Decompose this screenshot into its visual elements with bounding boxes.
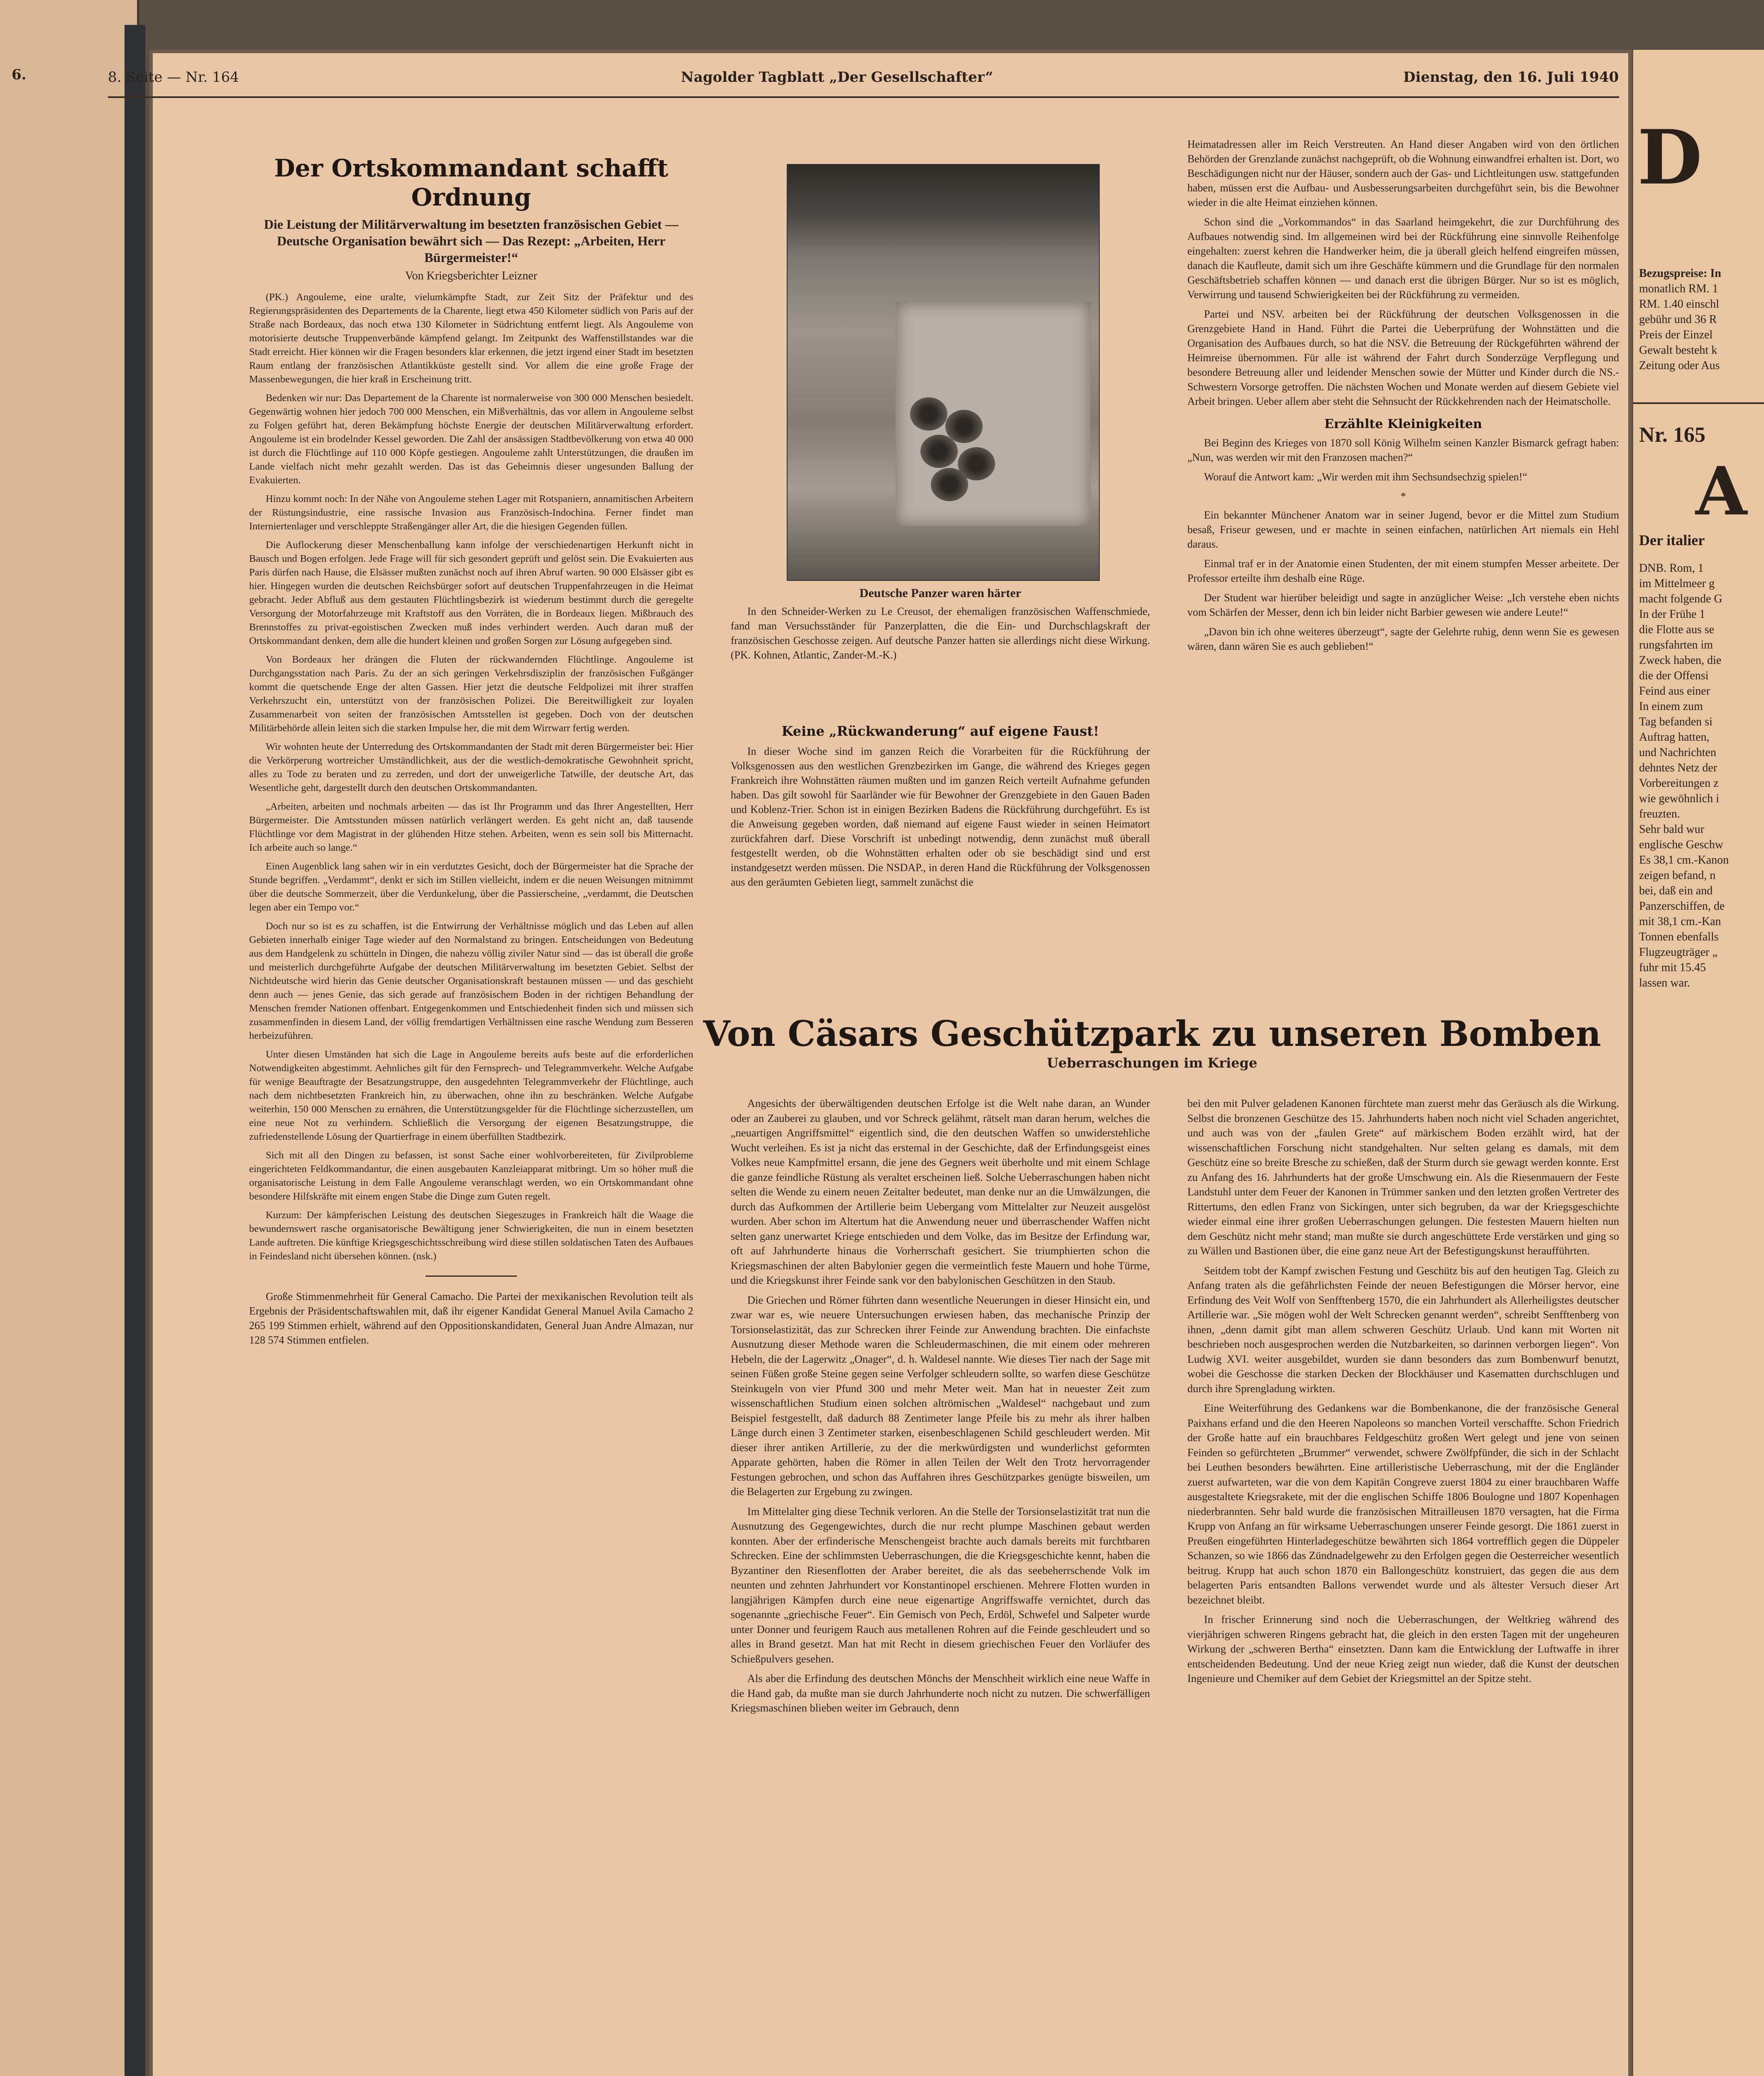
paragraph: In dieser Woche sind im ganzen Reich die Vorarbeiten für die Rückführung der Volksgenossen aus den westlichen Grenzbezirken im Gange, die während des Krieges gegen Frankreich ihre Wohnstätten räumen mußten und im ganzen Reich verteilt Aufnahme gefunden haben. Das gilt sowohl für Saarländer wie für Bewohner der Grenzgebiete in den Gauen Baden und Koblenz-Trier. Schon ist in einigen Bezirken Badens die Rückführung durchgeführt. Es ist die Anweisung gegeben worden, daß niemand auf eigene Faust wieder in seinen Heimatort zurückfahren darf. Diese Vorschrift ist unbedingt notwendig, denn zunächst muß überall festgestellt werden, ob die Wohnstätten erhalten oder ob sie beschädigt sind und erst instandgesetzt werden müssen. Die NSDAP., in deren Hand die Rückführung der Volksgenossen aus den geräumten Gebieten liegt, sammelt zunächst die [731, 745, 1150, 888]
paragraph: Der Student war hierüber beleidigt und sagte in anzüglicher Weise: „Ich verstehe eben nichts vom Schärfen der Messer, denn ich bin leider nicht Barbier gewesen wie andere Leute!“ [1187, 592, 1619, 618]
impact-hole [931, 468, 968, 501]
subhead-ortskommandant: Die Leistung der Militärverwaltung im besetzten französischen Gebiet — Deutsche Organisation bewährt sich — Das Rezept: „Arbeiten, Herr Bürgermeister!“ [264, 217, 679, 265]
price-line: monatlich RM. 1 [1639, 282, 1718, 295]
paragraph: Heimatadressen aller im Reich Verstreuten. An Hand dieser Angaben wird von den örtlichen Behörden der Grenzlande zunächst nachgeprüft, ob die Wohnung einwandfrei erhalten ist. Dort, wo Beschädigungen nicht nur der Häuser, sondern auch der Gas- und Lichtleitungen usw. stattgefunden haben, müssen erst die Aufbau- und Ausbesserungsarbeiten durchgeführt sein, bis die Bewohner wieder in die alte Heimat einziehen können. [1187, 138, 1619, 208]
paragraph: „Davon bin ich ohne weiteres überzeugt“, sagte der Gelehrte ruhig, denn wenn Sie es gewesen wären, dann wären Sie es auch geblieben!“ [1187, 626, 1619, 652]
text-line: Auftrag hatten, [1639, 731, 1710, 744]
photo-panzerplatten [787, 164, 1100, 581]
paragraph: Einmal traf er in der Anatomie einen Studenten, der mit einem stumpfen Messer arbeitete. Der Professor erteilte ihm deshalb eine Rüge. [1187, 558, 1619, 584]
paragraph: Bedenken wir nur: Das Departement de la Charente ist normalerweise von 300 000 Menschen besiedelt. Gegenwärtig wohnen hier jedoch 700 000 Menschen, ein Mißverhältnis, das vor allem in Angouleme selbst zu Folgen geführt hat, deren Bekämpfung höchste Energie der deutschen Militärverwaltung erfordert. Angouleme ist ein brodelnder Kessel geworden. Die Zahl der ansässigen Stadtbevölkerung von etwa 40 000 ist durch die Flüchtlinge auf 110 000 Köpfe gestiegen. Angouleme zahlt Unterstützungen, die draußen im Lande vielfach nicht mehr gezahlt werden. Das ist das Geheimnis dieser ungesunden Ballung der Evakuierten. [249, 392, 693, 486]
headline-fragment: A [1695, 452, 1747, 530]
issue-number: Nr. 165 [1633, 402, 1764, 450]
text-line: zeigen befand, n [1639, 869, 1716, 882]
right-page-edge [1632, 50, 1764, 2076]
photo-title: Deutsche Panzer waren härter [859, 586, 1021, 600]
text-line: Vorbereitungen z [1639, 777, 1719, 790]
paragraph: Angesichts der überwältigenden deutschen Erfolge ist die Welt nahe daran, an Wunder oder an Zauberei zu glauben, und vor Schreck gelähmt, rätselt man daran herum, welches die „neuartigen Angriffsmittel“ eigentlich sind, die den deutschen Waffen so unwiderstehliche Wucht verleihen. Es ist ja nicht das erstemal in der Geschichte, daß der Erfindungsgeist eines Volkes neue Kampfmittel ersann, die jene des Gegners weit überholte und mit einem Schlage die ganze feindliche Rüstung als veraltet erscheinen ließ. Solche Ueberraschungen haben nicht selten die Wende zu einem neuen Zeitalter bedeutet, man denke nur an die Umwälzungen, die durch das Aufkommen der Artillerie beim Uebergang vom Mittelalter zur Neuzeit ausgelöst wurden. Aber schon im Altertum hat die Anwendung neuer und überraschender Waffen nicht selten ganz unerwartet Kriege entschieden und dem Volke, das im Besitze der Erfindung war, oft auf Jahrhunderte hinaus die Vorherrschaft gesichert. Sie triumphierten schon die Kriegsmaschinen der alten Babylonier gegen die vermeintlich feste Mauern und hohe Türme, und die Kriegskunst ihrer Feinde sank vor den babylonischen Geschützen in den Staub. [731, 1097, 1150, 1286]
price-line: Preis der Einzel [1639, 328, 1713, 341]
price-line: Zeitung oder Aus [1639, 359, 1720, 372]
divider [426, 1275, 517, 1277]
paragraph: Von Bordeaux her drängen die Fluten der rückwandernden Flüchtlinge. Angouleme ist Durchgangsstation nach Paris. Zu der an sich geringen Verkehrsdisziplin der französischen Fußgänger kommt die quetschende Enge der alten Gassen. Hier jetzt die deutsche Feldpolizei mit ihrer straffen Verkehrszucht ein, unterstützt von der französischen Polizei. Die Bereitwilligkeit zur loyalen Zusammenarbeit von seiten der französischen Amtsstellen ist gegeben. Doch von der deutschen Militärbehörde allein leiten sich die starken Impulse her, die mit dem Wirrwarr fertig werden. [249, 654, 693, 734]
headline-rueckwanderung: Keine „Rückwanderung“ auf eigene Faust! [781, 723, 1099, 739]
impact-hole [910, 397, 947, 431]
left-page-edge [0, 0, 139, 2076]
photo-caption-block [731, 585, 1150, 667]
paragraph: Kurzum: Der kämpferischen Leistung des deutschen Siegeszuges in Frankreich hält die Waage die bewundernswert rasche organisatorische Bewältigung jener Schwierigkeiten, die nun in einem besetzten Lande auftreten. Die künftige Kriegsgeschichtsschreibung wird diese stillen soldatischen Taten des Aufbaues in Feindesland nicht übersehen können. (nsk.) [249, 1209, 693, 1262]
paragraph: Die Auflockerung dieser Menschenballung kann infolge der verschiedenartigen Herkunft nicht in Bausch und Bogen erfolgen. Jede Frage will für sich gesondert geprüft und gelöst sein. Die Evakuierten aus Paris dürfen nach Hause, die Elsässer mußten zunächst noch auf ihren Abruf warten. 90 000 Elsässer gibt es hier. Hingegen wurden die deutschen Reichsbürger sofort auf deutschen Truppenfahrzeugen in die Heimat gebracht. Jeder Abfluß aus dem gestauten Flüchtlingsbezirk ist wiederum bestimmt durch die geregelte Versorgung der Motorfahrzeuge mit Kraftstoff aus den Vorräten, die in Bordeaux liegen. Mißbrauch des Brennstoffes zu privat-egoistischen Zwecken muß indes verhindert werden. Auch daran muß der Ortskommandant denken, dem alle die hundert kleinen und großen Sorgen zur Lösung aufgegeben sind. [249, 539, 693, 646]
text-line: bei, daß ein and [1639, 884, 1713, 897]
paragraph: Als aber die Erfindung des deutschen Mönchs der Menschheit wirklich eine neue Waffe in die Hand gab, da mußte man sie durch Jahrhunderte noch nicht zu nutzen. Die schwerfälligen Kriegsmaschinen blieben weiter im Gebrauch, denn [731, 1672, 1150, 1714]
binding-strip [125, 25, 145, 2076]
paragraph: bei den mit Pulver geladenen Kanonen fürchtete man zuerst mehr das Geräusch als die Wirkung. Selbst die bronzenen Geschütze des 15. Jahrhunderts haben noch nicht viel Schaden angerichtet, und auch was von der „faulen Grete“ auf märkischem Boden erzählt wird, hat der wissenschaftlichen Forschung nicht standgehalten. Nur selten gelang es damals, mit dem Geschütz eine so breite Bresche zu schießen, daß der Sturm durch sie gewagt werden konnte. Erst zu Anfang des 16. Jahrhunderts hat der große Umschwung ein. Als die Riesenmauern der Feste Landstuhl unter dem Feuer der Kanonen in Trümmer sanken und den letzten großen Vertreter des Rittertums, den edlen Franz von Sickingen, unter sich begruben, da war der Kriegsgeschichte wieder einmal eine ihrer großen Ueberraschungen gelungen. Die festesten Mauern hielten nun dem Geschütz nicht mehr stand; man mußte sie durch angeschüttete Erde verstärken und ging so zu Wällen und Bastionen über, die eine ganz neue Art der Befestigungskunst heraufführten. [1187, 1097, 1619, 1257]
article-rueckwanderung-continued: Heimatadressen aller im Reich Verstreuten. An Hand dieser Angaben wird von den örtlichen Behörden der Grenzlande zunächst nachgeprüft, ob die Wohnung einwandfrei erhalten ist. Dort, wo Beschädigungen nicht nur der Häuser, sondern auch der Gas- und Lichtleitungen usw. stattgefunden haben, müssen erst die Aufbau- und Ausbesserungsarbeiten durchgeführt sein, bis die Bewohner wieder in die alte Heimat einziehen können. Schon sind die „Vorkommandos“ in das Saarland heimgekehrt, die zur Durchführung des Aufbaues notwendig sind. Im allgemeinen wird bei der Rückführung eine sinnvolle Reihenfolge eingehalten: zuerst kehren die Handwerker heim, die ja überall gleich helfend eingreifen müssen, danach die Kaufleute, damit sich um ihre Geschäfte kümmern und die Grundlage für den normalen Geschäftsbetrieb schaffen können — und danach erst die übrigen Bürger. Nur so ist es möglich, Verwirrung und tausend Schwierigkeiten bei der Rückführung zu vermeiden. Partei und NSV. arbeiten bei der Rückführung der deutschen Volksgenossen in die Grenzgebiete Hand in Hand. Führt die Partei die Ueberprüfung der Wohnstätten und die Organisation des Aufbaues durch, so hat die NSV. die Betreuung der Rückgeführten während der Heimreise übernommen. Für alle ist während der Fahrt durch Sonderzüge Verpflegung und besondere Betreuung aller und leidender Menschen sowie der Mütter und Kinder durch die NS.-Schwestern Vorsorge getroffen. Die nächsten Wochen und Monate werden auf diesem Gebiete viel Arbeit bringen. Ueber allem aber steht die Sehnsucht der Rückkehrenden nach der Heimatscholle. Erzählte Kleinigkeiten Bei Beginn des Krieges von 1870 soll König Wilhelm seinen Kanzler Bismarck gefragt haben: „Nun, was werden wir mit den Franzosen machen?“ Worauf die Antwort kam: „Wir werden mit ihm Sechsundsechzig spielen!“ * Ein bekannter Münchener Anatom war in seiner Jugend, bevor er die Mittel zum Studium besaß, Friseur gewesen, und er machte in seinen einfachen, natürlichen Art niemals ein Hehl daraus. Einmal traf er in der Anatomie einen Studenten, der mit einem stumpfen Messer arbeitete. Der Professor erteilte ihm deshalb eine Rüge. Der Student war hierüber beleidigt und sagte in anzüglicher Weise: „Ich verstehe eben nichts vom Schärfen der Messer, denn ich bin leider nicht Barbier gewesen wie andere Leute!“ „Davon bin ich ohne weiteres überzeugt“, sagte der Gelehrte ruhig, denn wenn Sie es gewesen wären, dann wären Sie es auch geblieben!“ [1187, 137, 1619, 659]
paragraph: Doch nur so ist es zu schaffen, ist die Entwirrung der Verhältnisse möglich und das Leben auf allen Gebieten innerhalb einiger Tage wieder auf den Normalstand zu bringen. Entscheidungen von Bedeutung aus dem Handgelenk zu schütteln in Dingen, die nahezu völlig ziviler Natur sind — das ist überall die große und meisterlich durchgeführte Aufgabe der deutschen Militärverwaltung im besetzten Gebiet. Selbst der Nichtdeutsche wird hierin das Genie deutscher Organisationskraft bestaunen müssen — und das geschieht denn auch — jenes Genie, das sich gerade auf französischem Boden in der richtigen Behandlung der Menschen fremder Nationen offenbart. Entgegenkommen und Entschiedenheit finden sich und müssen sich zusammenfinden in diesem Land, der völlig fremdartigen Verhältnissen eine rasche Wendung zum Besseren herbeizuführen. [249, 920, 693, 1041]
price-line: Gewalt besteht k [1639, 344, 1718, 357]
paragraph: Bei Beginn des Krieges von 1870 soll König Wilhelm seinen Kanzler Bismarck gefragt haben: „Nun, was werden wir mit den Franzosen machen?“ [1187, 437, 1619, 463]
page-header [108, 62, 1623, 95]
text-line: die der Offensi [1639, 669, 1709, 682]
issue-date: Dienstag, den 16. Juli 1940 [1403, 69, 1619, 86]
paragraph: Einen Augenblick lang sahen wir in ein verdutztes Gesicht, doch der Bürgermeister hat die Sprache der Stunde begriffen. „Verdammt“, denkt er sich im Stillen vielleicht, indem er die neuen Weisungen mitnimmt über die deutsche Sommerzeit, über die Verdunkelung, über die Passierscheine, „verdammt, die Deutschen legen aber ein Tempo vor.“ [249, 861, 693, 913]
price-label: Bezugspreise: In [1639, 267, 1721, 280]
text-line: Sehr bald wur [1639, 823, 1705, 836]
text-line: DNB. Rom, 1 [1639, 562, 1704, 575]
text-line: dehntes Netz der [1639, 761, 1718, 774]
text-line: wie gewöhnlich i [1639, 792, 1719, 805]
subhead-caesar: Ueberraschungen im Kriege [1047, 1055, 1258, 1071]
article-caesar-header [685, 1013, 1619, 1071]
headline-ortskommandant: Der Ortskommandant schafft Ordnung [274, 154, 668, 211]
text-line: die Flotte aus se [1639, 623, 1715, 636]
paragraph: Unter diesen Umständen hat sich die Lage in Angouleme bereits aufs beste auf die erforderlichen Notwendigkeiten abgestimmt. Aehnliches gilt für den Fernsprech- und Telegrammverkehr. Welche Aufgabe für wenige Beauftragte der Besatzungstruppe, den ausgedehnten Telegrammverkehr der Flüchtlinge, auch nach dem nichtbesetzten Frankreich hin, zu überwachen, ohne ihn zu beschränken. Welche Aufgabe weiterhin, 150 000 Menschen zu ernähren, die Unterstützungsgelder für die Flüchtlinge sicherzustellen, um eine neue Not zu verhindern. Schließlich die Versorgung der eigenen Besatzungstruppe, die zufriedenstellende Lösung der Quartierfrage in einem überfüllten Stadtbezirk. [249, 1049, 693, 1142]
headline-kleinigkeiten: Erzählte Kleinigkeiten [1324, 417, 1482, 431]
paragraph: Worauf die Antwort kam: „Wir werden mit ihm Sechsundsechzig spielen!“ [1204, 471, 1527, 483]
paragraph: Schon sind die „Vorkommandos“ in das Saarland heimgekehrt, die zur Durchführung des Aufbaues notwendig sind. Im allgemeinen wird bei der Rückführung eine sinnvolle Reihenfolge eingehalten: zuerst kehren die Handwerker heim, die ja überall gleich helfend eingreifen müssen, danach die Kaufleute, damit sich um ihre Geschäfte kümmern und die Grundlage für den normalen Geschäftsbetrieb schaffen können — und danach erst die übrigen Bürger. Nur so ist es möglich, Verwirrung und tausend Schwierigkeiten bei der Rückführung zu vermeiden. [1187, 216, 1619, 301]
paragraph: „Arbeiten, arbeiten und nochmals arbeiten — das ist Ihr Programm und das Ihrer Angestellten, Herr Bürgermeister. Die Amtsstunden müssen natürlich verlängert werden. Es geht nicht an, daß tausende Flüchtlinge vor dem Magistrat in der glühenden Hitze stehen. Arbeiten, wenn es sein soll bis Mitternacht. Ich arbeite auch so lange.“ [249, 801, 693, 853]
paragraph: Sich mit all den Dingen zu befassen, ist sonst Sache einer wohlvorbereiteten, für Zivilprobleme eingerichteten Feldkommandantur, die einen ausgebauten Kanzleiapparat mitbringt. Um so höher muß die organisatorische Leistung in dem Falle Angouleme veranschlagt werden, wo ein Ortskommandant ohne besondere Hilfskräfte mit einem engen Stabe die Dinge zum Guten regelt. [249, 1150, 693, 1202]
text-line: Panzerschiffen, de [1639, 900, 1725, 913]
text-line: In einem zum [1639, 700, 1703, 713]
text-line: Es 38,1 cm.-Kanon [1639, 854, 1729, 867]
caesar-column-1 [731, 1096, 1150, 1721]
paragraph: Eine Weiterführung des Gedankens war die Bombenkanone, die der französische General Paixhans erfand und die den Heeren Napoleons so manchen Vorteil verschaffte. Schon Friedrich der Große hatte auf ein brauchbares Feldgeschütz großen Wert gelegt und jene von seinen Feinden so gefürchteten „Brummer“ verwendet, schwere Zwölfpfünder, die sich in der Schlacht bei Leuthen besonders bewährten. Eine artilleristische Ueberraschung, mit der die Engländer zuerst aufwarteten, war die von dem Kapitän Congreve zuerst 1804 zu einer brauchbaren Waffe ausgestaltete Kriegsrakete, mit der die englischen Schiffe 1806 Boulogne und 1807 Kopenhagen niederbrannten. Sehr bald wurde die französischen Mitrailleusen 1870 versagten, hat die Firma Krupp von Anfang an für wirksame Ueberraschungen unserer Feinde gesorgt. Die 1861 zuerst in Preußen eingeführten Hinterladegeschütze bewährten sich 1864 vortrefflich gegen die Düppeler Schanzen, so wie 1866 das Zündnadelgewehr zu den Erfolgen gegen die Oesterreicher wesentlich beitrug. Krupp hat auch schon 1870 ein Ballongeschütz konstruiert, das gegen die aus dem belagerten Paris entsandten Ballons verwendet wurde und als ältester Versuch dieser Art bezeichnet bleibt. [1187, 1402, 1619, 1606]
impact-hole [945, 410, 983, 443]
text-line: Tag befanden si [1639, 715, 1713, 728]
text-line: im Mittelmeer g [1639, 577, 1715, 590]
left-page-label: 6. [12, 66, 27, 83]
paragraph: (PK.) Angouleme, eine uralte, vielumkämpfte Stadt, zur Zeit Sitz der Präfektur und des Regierungspräsidenten des Departements de la Charente, liegt etwa 450 Kilometer südlich von Paris auf der Straße nach Bordeaux, das noch etwa 130 Kilometer in Südrichtung entfernt liegt. Als Angouleme von motorisierte deutsche Truppenverbände kämpfend gelangt. Im Zeitpunkt des Waffenstillstandes war die Stadt erreicht. Hier können wir die Fragen besonders klar erkennen, die jetzt irgend einer Stadt im besetzten Raum entlang der französischen Atlantikküste gestellt sind. Vor allem die eine große Frage der Massenbewegungen, die hier kraß in Erscheinung tritt. [249, 291, 693, 385]
price-line: gebühr und 36 R [1639, 313, 1717, 326]
text-line: fuhr mit 15.45 [1639, 961, 1706, 974]
text-line: und Nachrichten [1639, 746, 1716, 759]
paragraph: Hinzu kommt noch: In der Nähe von Angouleme stehen Lager mit Rotspaniern, annamitischen Arbeitern der Rüstungsindustrie, eine rassische Invasion aus Französisch-Indochina. Ferner findet man Interniertenlager und verschleppte Straßengänger aller Art, die die hiesigen Gegenden füllen. [249, 493, 693, 532]
text-line: Tonnen ebenfalls [1639, 930, 1719, 943]
text-line: Zweck haben, die [1639, 654, 1722, 667]
caesar-column-2 [1187, 1096, 1619, 1691]
text-line: rungsfahrten im [1639, 639, 1713, 651]
subhead-fragment: Der italier [1639, 532, 1705, 548]
text-line: freuzten. [1639, 808, 1680, 820]
impact-hole [920, 435, 958, 468]
masthead-fragment: D [1637, 114, 1703, 201]
paragraph: In frischer Erinnerung sind noch die Ueberraschungen, der Weltkrieg während des vierjährigen schweren Ringens gebracht hat, die gleich in den ersten Tagen mit der ungeheuren Wirkung der „schweren Bertha“ einsetzten. Dann kam die Entwicklung der Luftwaffe in ihrer entscheidenden Bedeutung. Und der neue Krieg zeigt nun wieder, daß die Kunst der deutschen Ingenieure und Chemiker auf dem Gebiet der Kriegsmittel an der Spitze steht. [1187, 1613, 1619, 1684]
paragraph: Seitdem tobt der Kampf zwischen Festung und Geschütz bis auf den heutigen Tag. Gleich zu Anfang traten als die gefährlichsten Feinde der neuen Befestigungen die Mörser hervor, eine Erfindung des Veit Wolf von Senfftenberg 1570, die ein Jahrhundert als Allerheiligstes deutscher Artillerie war. „Sie mögen wohl der Welt Schrecken genannt werden“, schreibt Senfftenberg von ihnen, „denn damit gibt man allem schweren Geschütz Urlaub. Und kann mit Worten nit beschrieben noch ausgesprochen werden die Nutzbarkeiten, so darinnen verborgen liegen“. Von Ludwig XVI. weiter ausgebildet, wurden sie dann besonders das zum Bombenwurf benutzt, wobei die Geschosse die starken Decken der Blockhäuser und Kasematten durchschlugen und durch ihre Sprengladung wirkten. [1187, 1264, 1619, 1395]
paper-title: Nagolder Tagblatt „Der Gesellschafter“ [681, 69, 993, 86]
paragraph: Wir wohnten heute der Unterredung des Ortskommandanten der Stadt mit deren Bürgermeister bei: Hier die Verkörperung wortreicher Umständlichkeit, aus der die westlich-demokratische Gewohnheit spricht, alles zu Tode zu beraten und zu zerreden, und dort der unweigerliche Tatwille, der deutsche Art, das Wesentliche geht, dargestellt durch den deutschen Ortskommandanten. [249, 741, 693, 793]
text-line: lassen war. [1639, 977, 1690, 989]
headline-caesar: Von Cäsars Geschützpark zu unseren Bomben [703, 1013, 1601, 1054]
article-ortskommandant [249, 154, 693, 1352]
paragraph: Im Mittelalter ging diese Technik verloren. An die Stelle der Torsionselastizität trat nun die Ausnutzung des Gegengewichtes, durch die nur recht plumpe Maschinen gebaut werden konnten. Aber der erfinderische Menschengeist brachte auch damals bereits mit furchtbaren Schrecken. Eine der schlimmsten Ueberraschungen, die die Kriegsgeschichte kennt, haben die Byzantiner den Riesenflotten der Araber bereitet, die als das seebeherrschende Volk im neunten und zehnten Jahrhundert vor Konstantinopel erschienen. Mehrere Flotten wurden in langjährigen Kämpfen durch eine neue eigenartige Angriffswaffe vernichtet, durch das sogenannte „griechische Feuer“. Ein Gemisch von Pech, Erdöl, Schwefel und Salpeter wurde unter Donner und feurigem Rauch aus metallenen Rohren auf die Feinde geschleudert und so alles in Brand gesetzt. Man hat mit Recht in diesem griechischen Feuer den Vorläufer des Schießpulvers gesehen. [731, 1505, 1150, 1665]
text-line: Flugzeugträger „ [1639, 946, 1718, 959]
text-line: englische Geschw [1639, 838, 1723, 851]
notice-camacho: Große Stimmenmehrheit für General Camacho. Die Partei der mexikanischen Revolution teilt als Ergebnis der Präsidentschaftswahlen mit, daß ihr eigener Kandidat General Manuel Avila Camacho 2 265 199 Stimmen erhielt, während auf den Oppositionskandidaten, General Juan Andre Almazan, nur 128 574 Stimmen entfielen. [249, 1290, 693, 1346]
page-number: 8. Seite — Nr. 164 [108, 69, 239, 86]
paragraph: Die Griechen und Römer führten dann wesentliche Neuerungen in dieser Hinsicht ein, und zwar war es, wie neuere Untersuchungen erwiesen haben, das mechanische Prinzip der Torsionselastizität, das zur Schrecken ihrer Feinde zur Anwendung brachten. Die einfachste Ausnutzung dieser Methode waren die Schleudermaschinen, die mit einem oder mehreren Hebeln, die der Lagerwitz „Onager“, d. h. Waldesel nannte. Wie dieses Tier nach der Sage mit seinen Füßen große Steine gegen seine Verfolger schleudern sollte, so warfen diese Geschütze Steinkugeln von vier Pfund 300 und mehr Meter weit. Man hat in neuester Zeit zum wissenschaftlichen Studium einen solchen altrömischen „Waldesel“ nachgebaut und zum Beispiel festgestellt, daß dadurch 88 Zentimeter lange Pfeile bis zu mehr als ihrer halben Länge durch einen 3 Zentimeter starken, eisenbeschlagenen Schild geschleudert werden. Mit dieser ihrer antiken Artillerie, zu der die merkwürdigsten und wunderlichst geformten Apparate gehörten, haben die Römer in allen Teilen der Welt den Trotz hervorragender Festungen gebrochen, und schon das Auffahren ihres Geschützparkes genügte bisweilen, um die Belagerten zur Ergebung zu zwingen. [731, 1293, 1150, 1498]
header-rule [108, 96, 1619, 98]
photo-caption: In den Schneider-Werken zu Le Creusot, der ehemaligen französischen Waffenschmiede, fand man Versuchsständer für Panzerplatten, die die Ein- und Durchschlagskraft der französischen Geschosse zeigen. Auf deutsche Panzer hatten sie allerdings nicht diese Wirkung. (PK. Kohnen, Atlantic, Zander-M.-K.) [731, 605, 1150, 661]
paragraph: Partei und NSV. arbeiten bei der Rückführung der deutschen Volksgenossen in die Grenzgebiete Hand in Hand. Führt die Partei die Ueberprüfung der Wohnstätten und die Organisation des Aufbaues durch, so hat die NSV. die Betreuung der Rückgeführten während der Heimreise übernommen. Für alle ist während der Fahrt durch Sonderzüge Verpflegung und besondere Betreuung aller und leidender Menschen sowie der Mütter und Kinder durch die NS.-Schwestern Vorsorge getroffen. Die nächsten Wochen und Monate werden auf diesem Gebiete viel Arbeit bringen. Ueber allem aber steht die Sehnsucht der Rückkehrenden nach der Heimatscholle. [1187, 308, 1619, 407]
price-line: RM. 1.40 einschl [1639, 298, 1719, 311]
text-line: Feind aus einer [1639, 685, 1710, 698]
paragraph: Ein bekannter Münchener Anatom war in seiner Jugend, bevor er die Mittel zum Studium besaß, Friseur gewesen, und er machte in seinen einfachen, natürlichen Art niemals ein Hehl daraus. [1187, 509, 1619, 550]
author-byline: Von Kriegsberichter Leizner [405, 269, 538, 282]
article-rueckwanderung [731, 722, 1150, 894]
text-line: macht folgende G [1639, 592, 1722, 605]
text-line: In der Frühe 1 [1639, 608, 1705, 621]
text-line: mit 38,1 cm.-Kan [1639, 915, 1721, 928]
